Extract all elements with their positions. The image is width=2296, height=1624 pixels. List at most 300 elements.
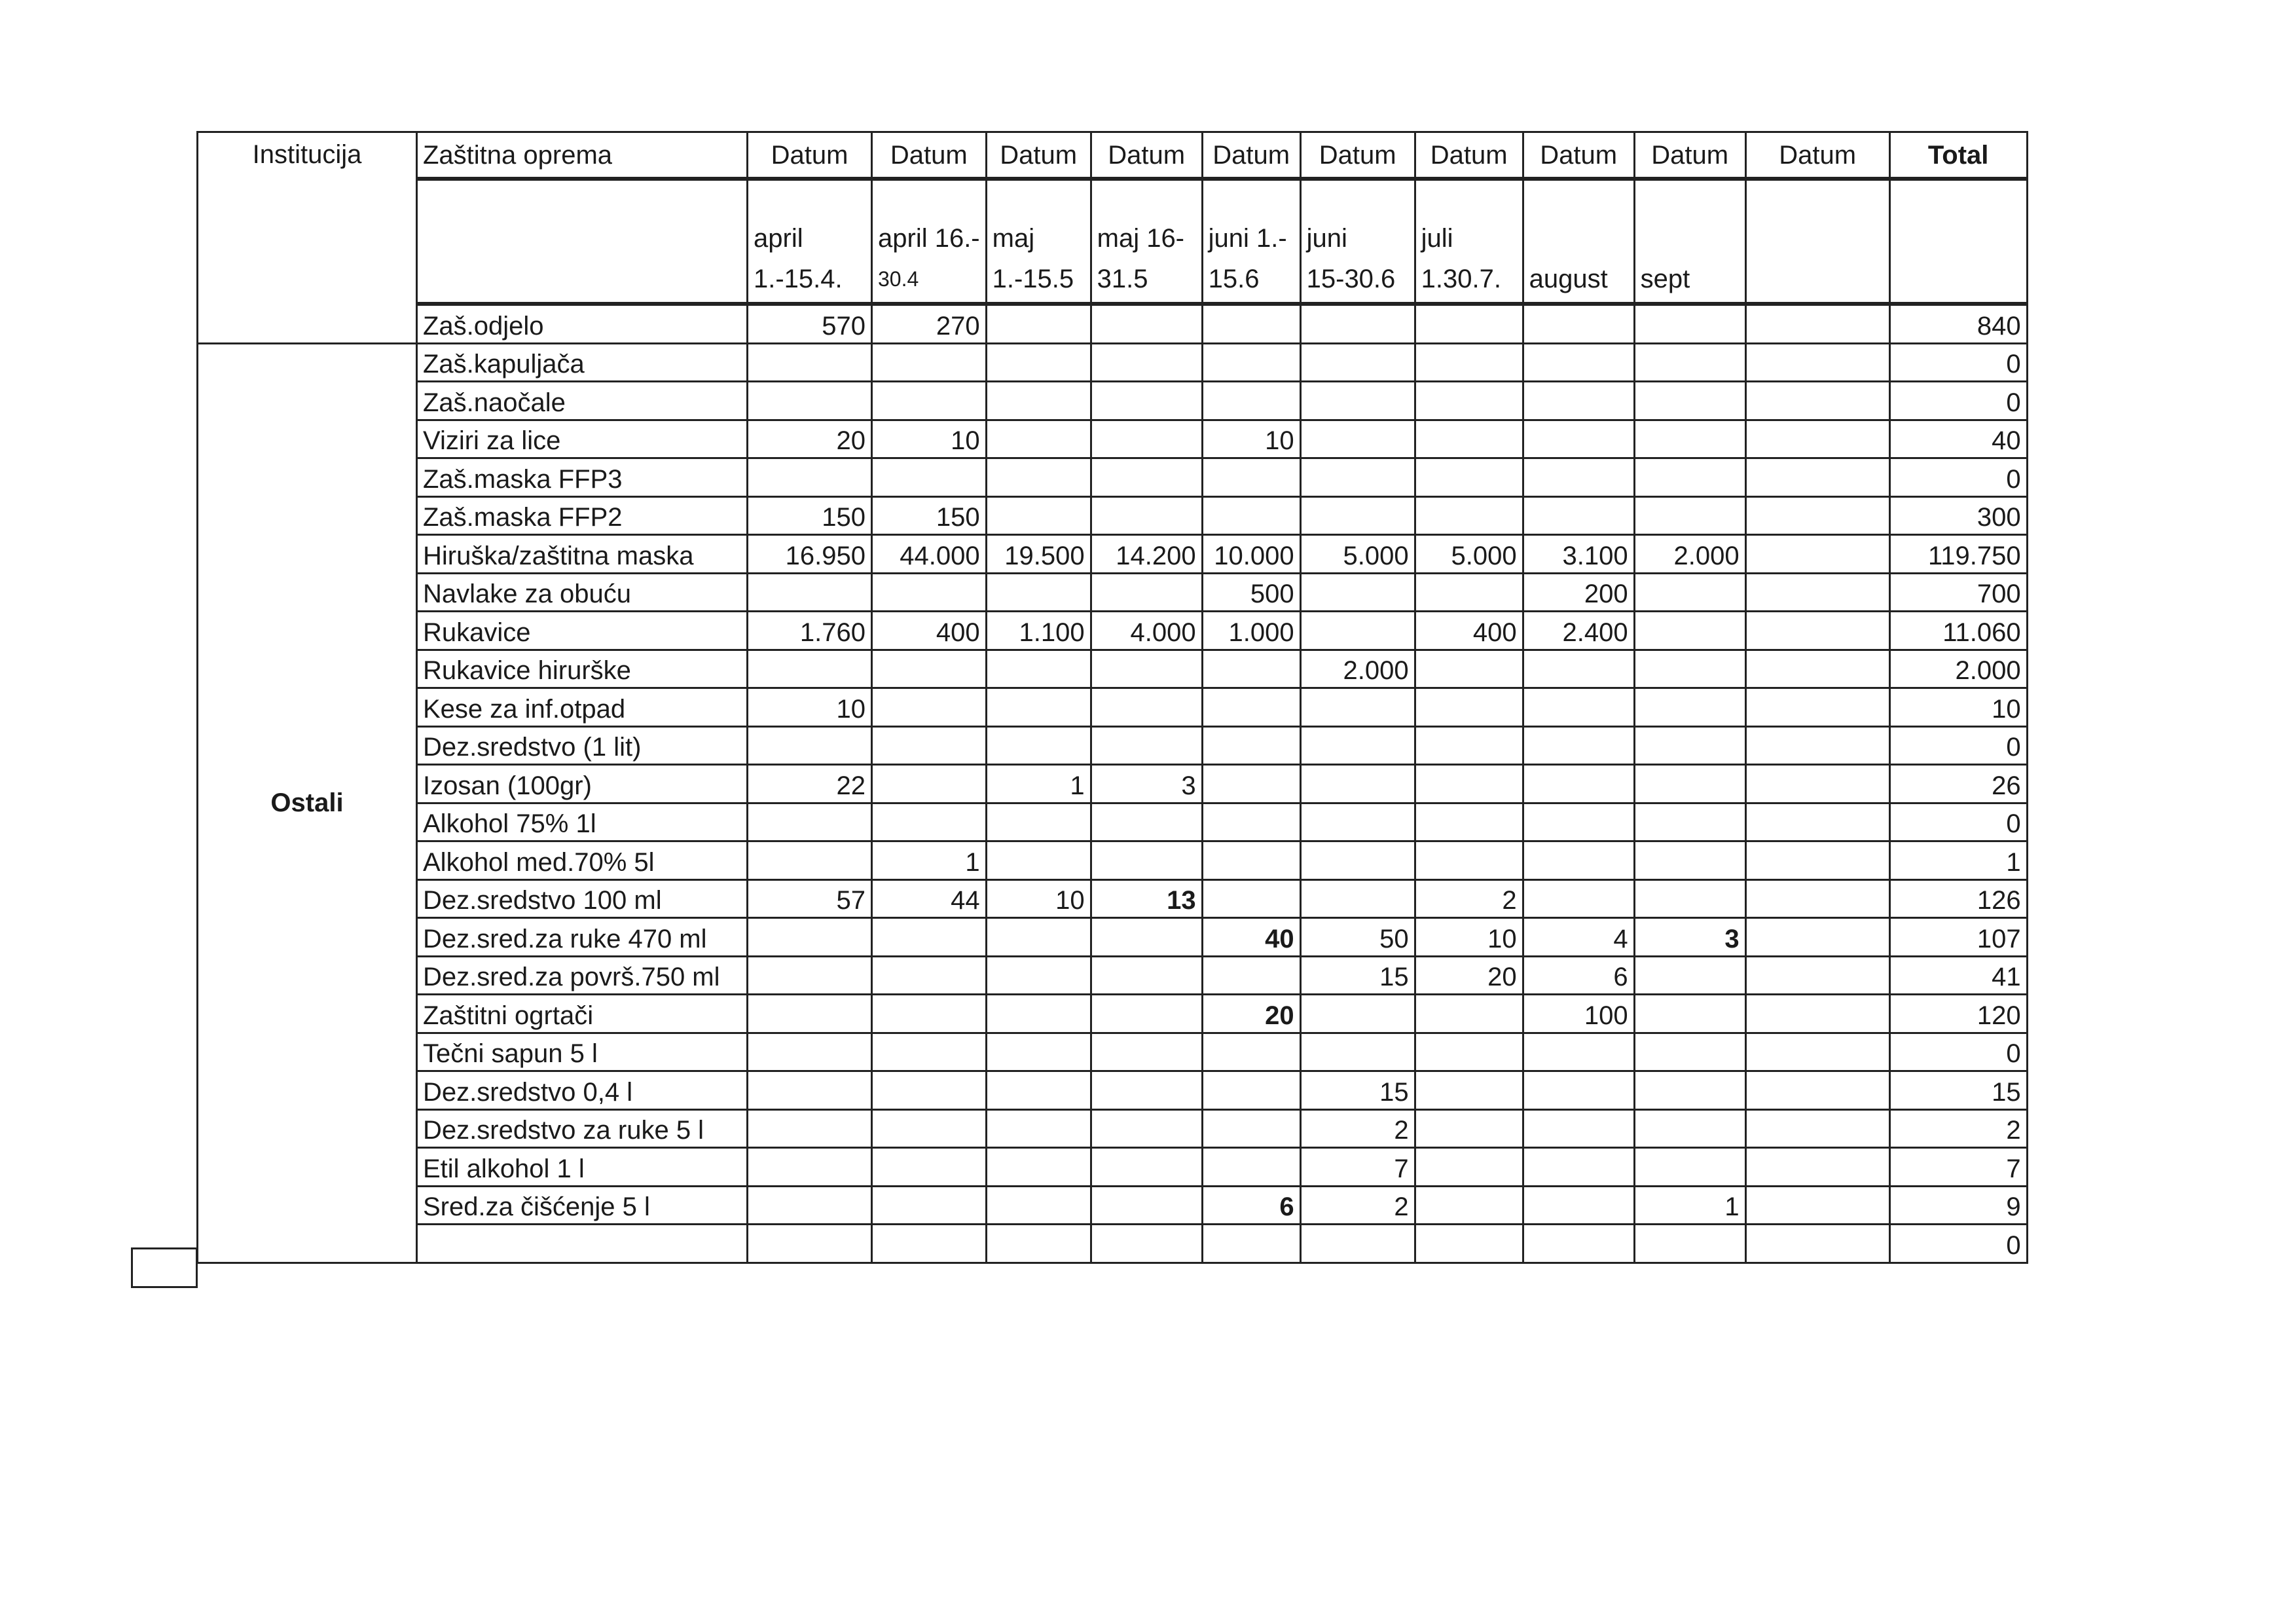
value-cell	[1202, 956, 1300, 995]
value-cell	[872, 1071, 987, 1110]
value-cell	[1523, 458, 1634, 497]
value-cell	[872, 382, 987, 420]
period-line-2	[1752, 259, 1884, 299]
item-name-cell: Etil alkohol 1 l	[417, 1148, 748, 1187]
value-cell	[1300, 458, 1415, 497]
item-name-cell: Dez.sred.za ruke 470 ml	[417, 918, 748, 957]
value-cell: 40	[1202, 918, 1300, 957]
value-cell: 1.100	[986, 612, 1091, 650]
value-cell	[748, 382, 872, 420]
value-cell: 10	[1202, 420, 1300, 458]
value-cell	[872, 1148, 987, 1187]
value-cell	[1634, 1033, 1745, 1071]
value-cell	[1415, 995, 1523, 1033]
value-cell	[1300, 1225, 1415, 1263]
value-cell: 5.000	[1300, 535, 1415, 574]
value-cell: 6	[1202, 1186, 1300, 1225]
value-cell	[986, 343, 1091, 382]
value-cell	[1745, 879, 1889, 918]
total-cell: 300	[1889, 496, 2027, 535]
value-cell	[1202, 803, 1300, 841]
value-cell: 14.200	[1091, 535, 1202, 574]
value-cell	[986, 458, 1091, 497]
value-cell	[1091, 918, 1202, 957]
value-cell	[1634, 1071, 1745, 1110]
value-cell	[1091, 995, 1202, 1033]
value-cell	[748, 803, 872, 841]
period-line-2: 1.-15.4.	[754, 265, 843, 293]
value-cell	[1745, 803, 1889, 841]
value-cell	[872, 650, 987, 688]
value-cell	[1523, 726, 1634, 765]
item-name-cell: Zaš.odjelo	[417, 304, 748, 343]
value-cell	[1745, 765, 1889, 803]
item-name-cell: Viziri za lice	[417, 420, 748, 458]
value-cell	[1202, 458, 1300, 497]
total-cell: 119.750	[1889, 535, 2027, 574]
value-cell	[1091, 304, 1202, 343]
table-row	[198, 765, 2028, 803]
value-cell	[872, 1186, 987, 1225]
value-cell: 3	[1634, 918, 1745, 957]
period-line-1: juni	[1306, 224, 1347, 253]
value-cell: 4	[1523, 918, 1634, 957]
value-cell	[1300, 573, 1415, 612]
value-cell: 3.100	[1523, 535, 1634, 574]
datum-header: Datum	[1415, 132, 1523, 179]
value-cell	[1523, 496, 1634, 535]
datum-header: Datum	[748, 132, 872, 179]
item-name-cell: Zaš.maska FFP3	[417, 458, 748, 497]
value-cell	[1523, 1225, 1634, 1263]
table-row	[198, 956, 2028, 995]
total-cell: 2	[1889, 1109, 2027, 1148]
period-cell	[1523, 179, 1634, 304]
value-cell: 22	[748, 765, 872, 803]
value-cell	[986, 1109, 1091, 1148]
value-cell	[1634, 420, 1745, 458]
item-name-cell: Rukavice	[417, 612, 748, 650]
value-cell	[748, 956, 872, 995]
value-cell	[1634, 879, 1745, 918]
value-cell	[1745, 382, 1889, 420]
value-cell	[1523, 343, 1634, 382]
value-cell	[748, 1071, 872, 1110]
value-cell	[1745, 612, 1889, 650]
total-cell: 40	[1889, 420, 2027, 458]
value-cell	[1300, 803, 1415, 841]
table-row	[198, 382, 2028, 420]
value-cell	[1300, 420, 1415, 458]
table-row	[198, 879, 2028, 918]
total-cell: 0	[1889, 343, 2027, 382]
value-cell: 1	[986, 765, 1091, 803]
institucija-header: Institucija	[198, 132, 417, 344]
total-header: Total	[1889, 132, 2027, 179]
value-cell: 20	[748, 420, 872, 458]
value-cell	[1415, 688, 1523, 727]
value-cell	[1300, 382, 1415, 420]
table-row	[198, 995, 2028, 1033]
value-cell	[1202, 1033, 1300, 1071]
value-cell: 1	[872, 841, 987, 880]
value-cell: 10	[748, 688, 872, 727]
total-cell: 0	[1889, 382, 2027, 420]
period-total-cell	[1889, 179, 2027, 304]
total-cell: 120	[1889, 995, 2027, 1033]
value-cell	[872, 726, 987, 765]
value-cell	[872, 1225, 987, 1263]
table-row	[198, 1225, 2028, 1263]
value-cell	[1745, 535, 1889, 574]
table-row	[198, 304, 2028, 343]
value-cell	[748, 995, 872, 1033]
value-cell	[1091, 803, 1202, 841]
value-cell: 10	[872, 420, 987, 458]
table-row	[198, 573, 2028, 612]
value-cell	[872, 918, 987, 957]
value-cell	[872, 1033, 987, 1071]
total-cell: 126	[1889, 879, 2027, 918]
period-line-1: juli	[1421, 224, 1453, 253]
datum-header: Datum	[872, 132, 987, 179]
value-cell	[1415, 420, 1523, 458]
period-line-2: 15.6	[1208, 265, 1260, 293]
period-line-2: 30.4	[878, 267, 919, 291]
item-name-cell: Sred.za čišćenje 5 l	[417, 1186, 748, 1225]
value-cell: 4.000	[1091, 612, 1202, 650]
zastitna-oprema-header: Zaštitna oprema	[417, 132, 748, 179]
value-cell	[748, 726, 872, 765]
value-cell: 400	[872, 612, 987, 650]
value-cell	[1202, 1148, 1300, 1187]
value-cell: 400	[1415, 612, 1523, 650]
value-cell: 1	[1634, 1186, 1745, 1225]
value-cell	[1415, 1148, 1523, 1187]
value-cell	[1091, 1148, 1202, 1187]
item-name-cell: Kese za inf.otpad	[417, 688, 748, 727]
value-cell	[748, 1225, 872, 1263]
value-cell	[1634, 841, 1745, 880]
item-name-cell	[417, 1225, 748, 1263]
value-cell	[1091, 726, 1202, 765]
value-cell	[1091, 650, 1202, 688]
value-cell	[1745, 956, 1889, 995]
table-row	[198, 841, 2028, 880]
value-cell	[1523, 650, 1634, 688]
value-cell	[1634, 304, 1745, 343]
value-cell: 10	[986, 879, 1091, 918]
group-label-ostali: Ostali	[198, 343, 417, 1263]
value-cell	[1745, 1225, 1889, 1263]
item-name-cell: Zaš.kapuljača	[417, 343, 748, 382]
value-cell	[1091, 1186, 1202, 1225]
table-row	[198, 343, 2028, 382]
total-cell: 0	[1889, 1225, 2027, 1263]
value-cell	[872, 343, 987, 382]
table-row	[198, 726, 2028, 765]
equipment-table	[196, 131, 2028, 1264]
value-cell	[1202, 841, 1300, 880]
value-cell: 50	[1300, 918, 1415, 957]
value-cell	[1300, 343, 1415, 382]
period-line-1: april 16.-	[878, 224, 980, 253]
value-cell	[1523, 1109, 1634, 1148]
period-line-2: 31.5	[1097, 265, 1148, 293]
value-cell: 19.500	[986, 535, 1091, 574]
value-cell	[1091, 688, 1202, 727]
item-name-cell: Hiruška/zaštitna maska	[417, 535, 748, 574]
value-cell	[1415, 1225, 1523, 1263]
value-cell	[872, 803, 987, 841]
value-cell	[1091, 382, 1202, 420]
item-name-cell: Izosan (100gr)	[417, 765, 748, 803]
value-cell	[1091, 573, 1202, 612]
value-cell: 15	[1300, 1071, 1415, 1110]
value-cell	[872, 765, 987, 803]
value-cell	[1300, 1033, 1415, 1071]
value-cell	[1091, 420, 1202, 458]
total-cell: 41	[1889, 956, 2027, 995]
value-cell: 1.760	[748, 612, 872, 650]
table-row	[198, 535, 2028, 574]
item-name-cell: Zaš.naočale	[417, 382, 748, 420]
value-cell	[1091, 841, 1202, 880]
value-cell	[1091, 458, 1202, 497]
period-line-1: april	[754, 224, 803, 253]
value-cell	[1523, 382, 1634, 420]
total-cell: 0	[1889, 803, 2027, 841]
value-cell	[872, 1109, 987, 1148]
value-cell	[1523, 420, 1634, 458]
value-cell: 570	[748, 304, 872, 343]
value-cell	[1300, 496, 1415, 535]
value-cell	[1415, 803, 1523, 841]
value-cell	[1415, 1071, 1523, 1110]
total-cell: 10	[1889, 688, 2027, 727]
total-cell: 9	[1889, 1186, 2027, 1225]
value-cell	[1634, 650, 1745, 688]
value-cell	[1745, 688, 1889, 727]
item-name-cell: Alkohol 75% 1l	[417, 803, 748, 841]
total-cell: 700	[1889, 573, 2027, 612]
item-name-cell: Dez.sredstvo (1 lit)	[417, 726, 748, 765]
value-cell	[1523, 1033, 1634, 1071]
value-cell	[1415, 1109, 1523, 1148]
value-cell	[1415, 726, 1523, 765]
value-cell	[1300, 879, 1415, 918]
total-cell: 11.060	[1889, 612, 2027, 650]
value-cell: 2	[1300, 1109, 1415, 1148]
value-cell	[1745, 726, 1889, 765]
table-row	[198, 612, 2028, 650]
value-cell	[1300, 765, 1415, 803]
value-cell	[1523, 688, 1634, 727]
value-cell	[1634, 458, 1745, 497]
value-cell	[1202, 382, 1300, 420]
value-cell	[872, 573, 987, 612]
value-cell	[986, 956, 1091, 995]
value-cell	[986, 1148, 1091, 1187]
period-row	[198, 179, 2028, 304]
table-row	[198, 918, 2028, 957]
value-cell	[748, 1148, 872, 1187]
item-name-cell: Dez.sredstvo za ruke 5 l	[417, 1109, 748, 1148]
value-cell	[986, 573, 1091, 612]
value-cell	[872, 956, 987, 995]
value-cell	[1300, 612, 1415, 650]
table-row	[198, 688, 2028, 727]
table-row	[198, 420, 2028, 458]
value-cell	[748, 841, 872, 880]
value-cell	[1091, 1033, 1202, 1071]
header-row	[198, 132, 2028, 179]
value-cell: 16.950	[748, 535, 872, 574]
period-line-1	[1752, 218, 1884, 259]
value-cell	[1202, 650, 1300, 688]
total-cell: 0	[1889, 1033, 2027, 1071]
value-cell: 2.400	[1523, 612, 1634, 650]
value-cell	[986, 382, 1091, 420]
value-cell: 3	[1091, 765, 1202, 803]
value-cell	[1745, 841, 1889, 880]
item-name-cell: Dez.sredstvo 100 ml	[417, 879, 748, 918]
item-name-cell: Alkohol med.70% 5l	[417, 841, 748, 880]
value-cell	[748, 1186, 872, 1225]
value-cell	[1202, 304, 1300, 343]
value-cell	[1300, 726, 1415, 765]
period-cell	[1745, 179, 1889, 304]
value-cell: 10.000	[1202, 535, 1300, 574]
period-cell	[748, 179, 872, 304]
total-cell: 1	[1889, 841, 2027, 880]
total-cell: 0	[1889, 726, 2027, 765]
period-line-2: 1.30.7.	[1421, 265, 1501, 293]
value-cell	[872, 995, 987, 1033]
value-cell	[1300, 841, 1415, 880]
value-cell	[1415, 841, 1523, 880]
period-line-1	[1529, 218, 1628, 259]
value-cell: 15	[1300, 956, 1415, 995]
value-cell	[748, 343, 872, 382]
datum-header: Datum	[1745, 132, 1889, 179]
value-cell: 100	[1523, 995, 1634, 1033]
value-cell: 20	[1202, 995, 1300, 1033]
value-cell	[1202, 343, 1300, 382]
value-cell: 2.000	[1300, 650, 1415, 688]
value-cell	[986, 726, 1091, 765]
value-cell	[986, 995, 1091, 1033]
datum-header: Datum	[1300, 132, 1415, 179]
value-cell	[986, 420, 1091, 458]
value-cell	[1300, 304, 1415, 343]
value-cell	[1091, 1071, 1202, 1110]
period-cell	[1300, 179, 1415, 304]
value-cell	[1202, 765, 1300, 803]
total-cell: 840	[1889, 304, 2027, 343]
value-cell	[1415, 1186, 1523, 1225]
value-cell	[1745, 304, 1889, 343]
value-cell: 5.000	[1415, 535, 1523, 574]
value-cell: 10	[1415, 918, 1523, 957]
value-cell: 270	[872, 304, 987, 343]
value-cell	[1415, 382, 1523, 420]
datum-header: Datum	[1091, 132, 1202, 179]
datum-header: Datum	[1523, 132, 1634, 179]
datum-header: Datum	[986, 132, 1091, 179]
value-cell	[1202, 879, 1300, 918]
value-cell	[1745, 458, 1889, 497]
table-row	[198, 458, 2028, 497]
value-cell	[1202, 1225, 1300, 1263]
value-cell: 150	[748, 496, 872, 535]
item-name-cell: Tečni sapun 5 l	[417, 1033, 748, 1071]
value-cell	[1745, 420, 1889, 458]
value-cell	[1634, 956, 1745, 995]
value-cell	[1634, 1109, 1745, 1148]
value-cell	[1634, 765, 1745, 803]
value-cell	[1745, 343, 1889, 382]
value-cell	[1634, 573, 1745, 612]
value-cell	[1523, 841, 1634, 880]
value-cell	[1745, 1071, 1889, 1110]
value-cell	[1634, 496, 1745, 535]
value-cell	[1202, 688, 1300, 727]
value-cell: 20	[1415, 956, 1523, 995]
item-name-cell: Navlake za obuću	[417, 573, 748, 612]
total-cell: 107	[1889, 918, 2027, 957]
value-cell	[1745, 496, 1889, 535]
period-line-1: juni 1.-	[1208, 224, 1287, 253]
period-empty-cell	[417, 179, 748, 304]
value-cell	[1091, 1109, 1202, 1148]
value-cell: 13	[1091, 879, 1202, 918]
table-row	[198, 1186, 2028, 1225]
period-cell	[1091, 179, 1202, 304]
value-cell	[748, 918, 872, 957]
value-cell	[1523, 304, 1634, 343]
value-cell	[748, 573, 872, 612]
value-cell	[1415, 343, 1523, 382]
value-cell	[1091, 343, 1202, 382]
value-cell	[1634, 1148, 1745, 1187]
total-cell: 15	[1889, 1071, 2027, 1110]
table-row	[198, 1033, 2028, 1071]
value-cell	[1523, 1186, 1634, 1225]
value-cell	[1523, 765, 1634, 803]
item-name-cell: Dez.sredstvo 0,4 l	[417, 1071, 748, 1110]
value-cell	[1634, 382, 1745, 420]
value-cell	[986, 496, 1091, 535]
value-cell	[1300, 995, 1415, 1033]
value-cell	[1091, 1225, 1202, 1263]
value-cell: 44	[872, 879, 987, 918]
value-cell	[986, 1225, 1091, 1263]
value-cell	[1202, 1071, 1300, 1110]
value-cell	[986, 1071, 1091, 1110]
value-cell	[1745, 1148, 1889, 1187]
value-cell	[748, 650, 872, 688]
total-cell: 7	[1889, 1148, 2027, 1187]
value-cell	[986, 304, 1091, 343]
value-cell: 2	[1415, 879, 1523, 918]
value-cell	[986, 688, 1091, 727]
table-row	[198, 1109, 2028, 1148]
period-cell	[1415, 179, 1523, 304]
value-cell	[1091, 956, 1202, 995]
value-cell	[1091, 496, 1202, 535]
value-cell	[986, 650, 1091, 688]
